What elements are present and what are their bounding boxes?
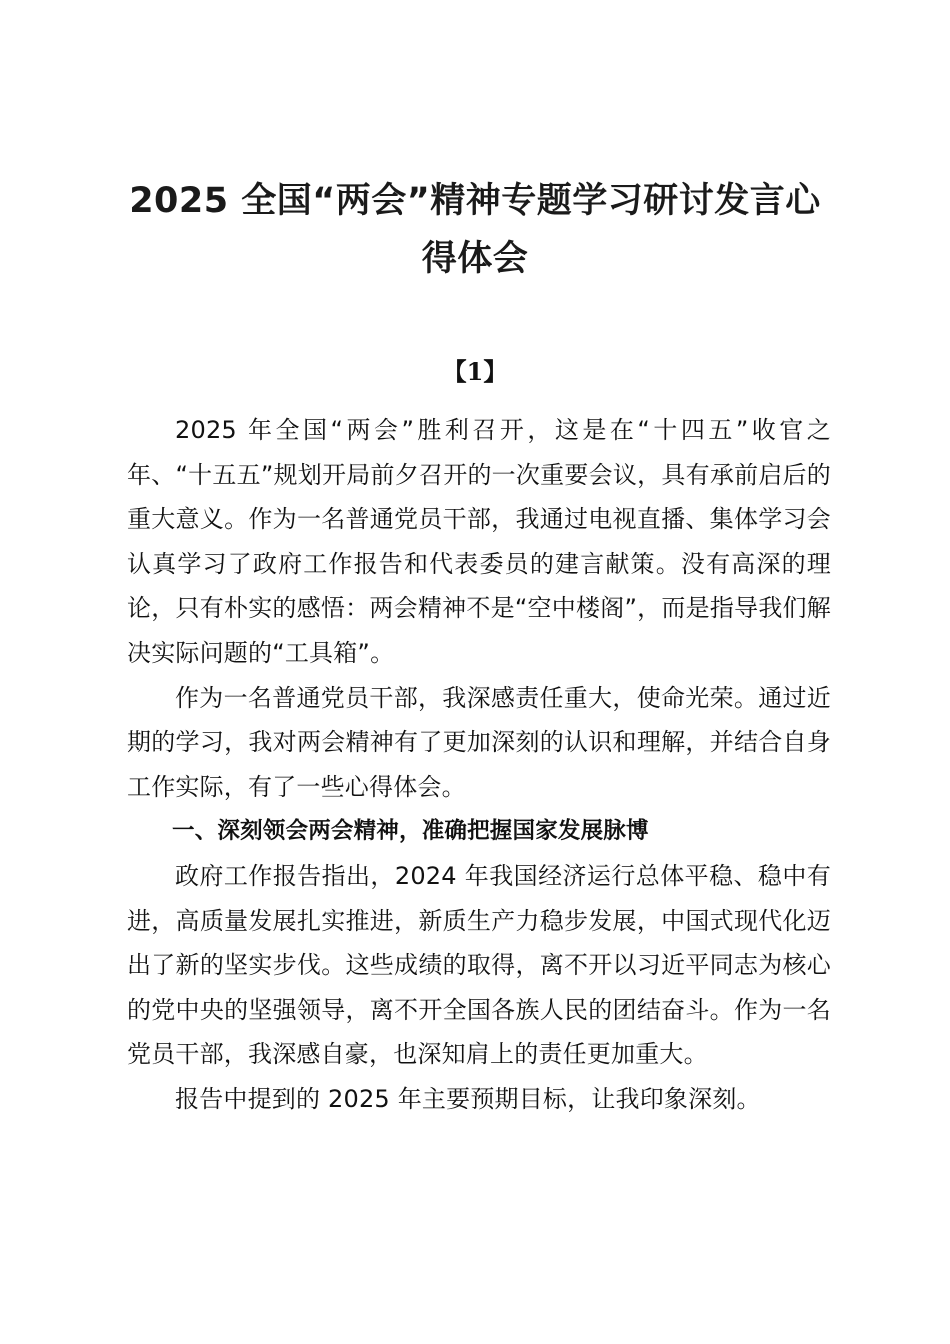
section-marker: 【1】: [442, 357, 508, 386]
paragraph-intro: 2025 年全国“两会”胜利召开，这是在“十四五”收官之年、“十五五”规划开局前夕召开的一次重要会议，具有承前启后的重大意义。作为一名普通党员干部，我通过电视直播、集体学习会认真学习了政府工作报告和代表委员的建言献策。没有高深的理论，只有朴实的感悟：两会精神不是“空中楼阁”，而是指导我们解决实际问题的“工具箱”。: [127, 416, 831, 667]
paragraph-report-summary: 政府工作报告指出，2024 年我国经济运行总体平稳、稳中有进，高质量发展扎实推进，新质生产力稳步发展，中国式现代化迈出了新的坚实步伐。这些成绩的取得，离不开以习近平同志为核心的党中央的坚强领导，离不开全国各族人民的团结奋斗。作为一名党员干部，我深感自豪，也深知肩上的责任更加重大。: [127, 861, 831, 1069]
paragraph-targets: 报告中提到的 2025 年主要预期目标，让我印象深刻。: [175, 1084, 761, 1113]
paragraph-responsibility: 作为一名普通党员干部，我深感责任重大，使命光荣。通过近期的学习，我对两会精神有了更加深刻的认识和理解，并结合自身工作实际，有了一些心得体会。: [127, 683, 831, 801]
document-body: [127, 408, 831, 1122]
section-heading-1: 一、深刻领会两会精神，准确把握国家发展脉博: [172, 818, 649, 845]
document-title: 2025 全国“两会”精神专题学习研讨发言心得体会: [129, 181, 821, 279]
